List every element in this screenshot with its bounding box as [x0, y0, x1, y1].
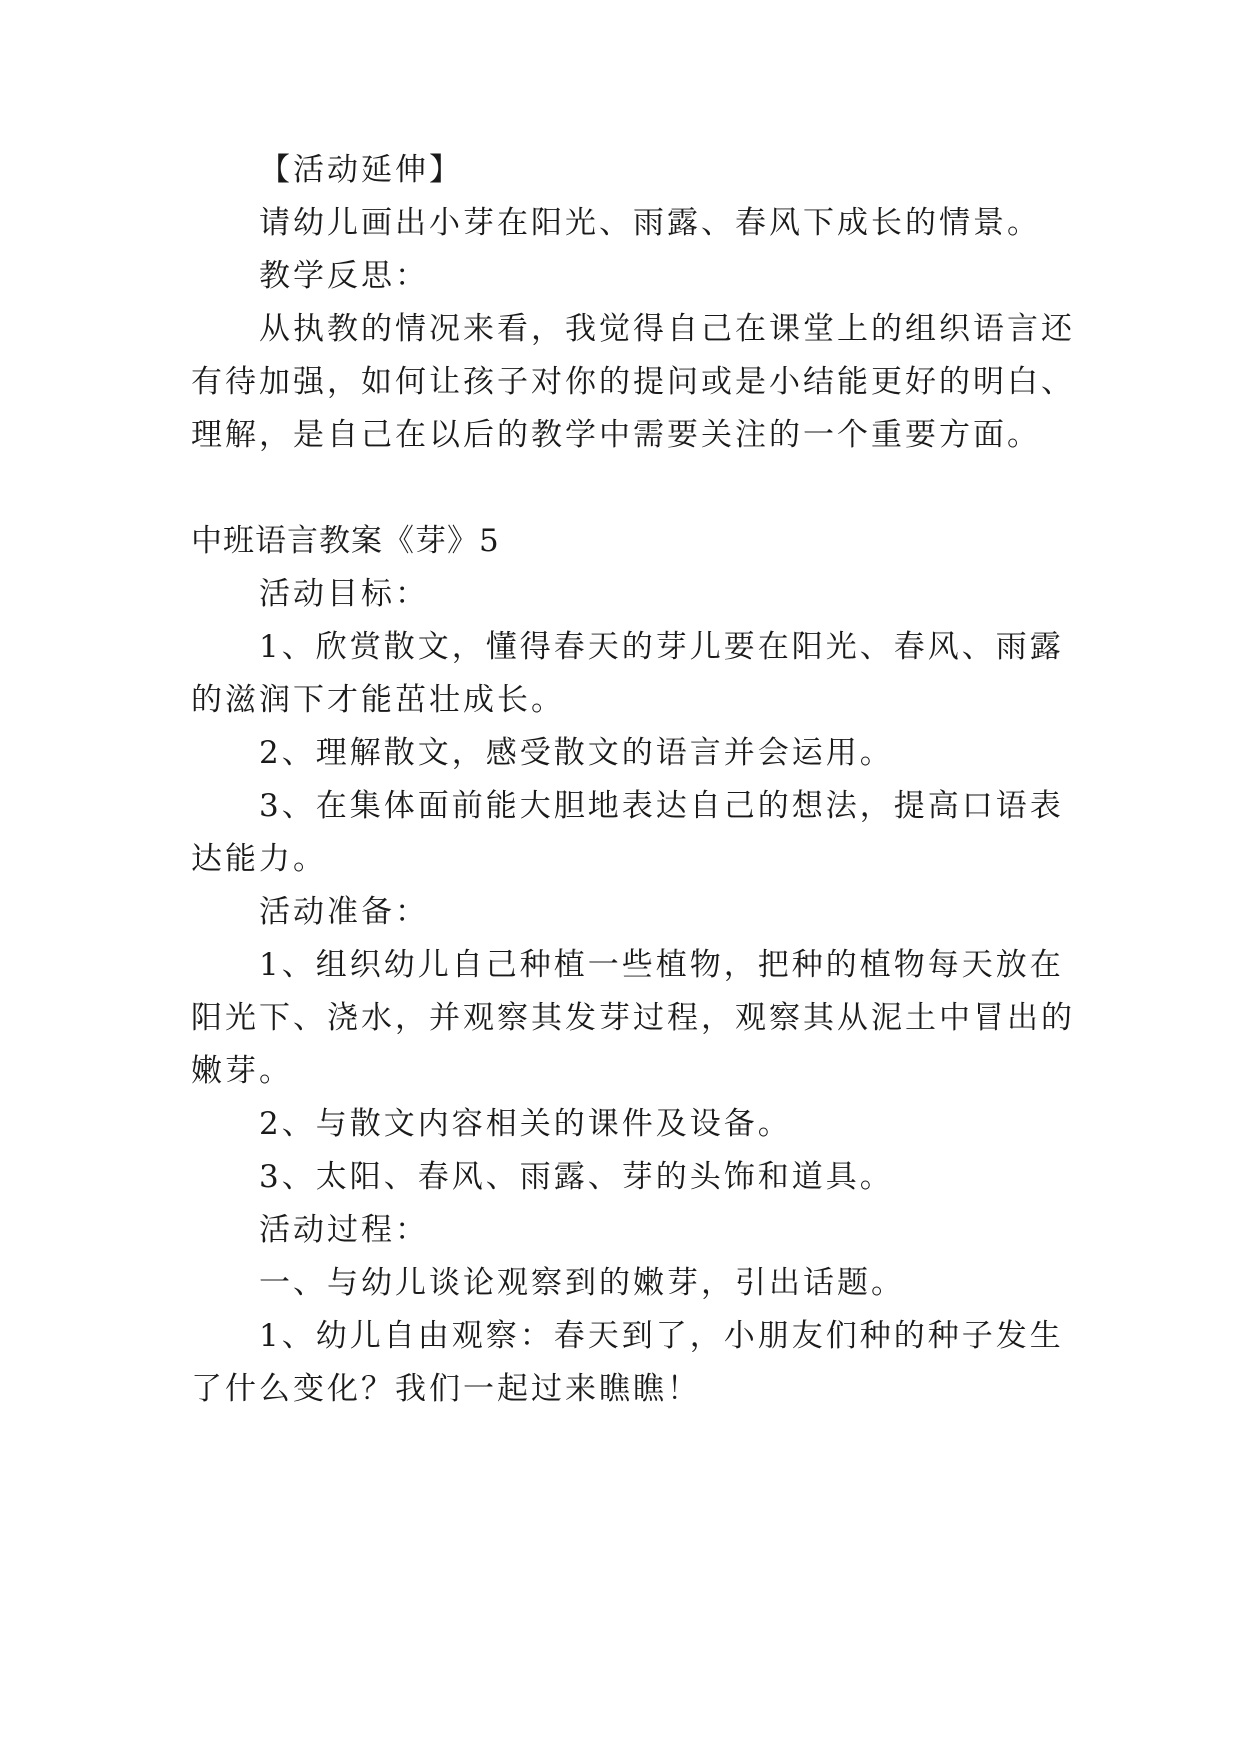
- goal-1-line-2: 的滋润下才能茁壮成长。: [191, 682, 565, 718]
- process-item-1-line-2: 了什么变化？我们一起过来瞧瞧！: [191, 1371, 701, 1407]
- prep-1-line-2: 阳光下、浇水，并观察其发芽过程，观察其从泥土中冒出的: [191, 1000, 1075, 1036]
- prep-1-line-3: 嫩芽。: [191, 1053, 293, 1089]
- extension-heading: 【活动延伸】: [259, 152, 463, 188]
- goals-heading: 活动目标：: [259, 576, 429, 612]
- reflection-line-1: 从执教的情况来看，我觉得自己在课堂上的组织语言还: [259, 311, 1075, 347]
- process-step-1: 一、与幼儿谈论观察到的嫩芽，引出话题。: [259, 1265, 905, 1301]
- prep-3: 3、太阳、春风、雨露、芽的头饰和道具。: [259, 1159, 894, 1195]
- process-item-1-line-1: 1、幼儿自由观察：春天到了，小朋友们种的种子发生: [259, 1318, 1064, 1354]
- goal-1-line-1: 1、欣赏散文，懂得春天的芽儿要在阳光、春风、雨露: [259, 629, 1064, 665]
- prep-heading: 活动准备：: [259, 894, 429, 930]
- process-heading: 活动过程：: [259, 1212, 429, 1248]
- lesson-title: 中班语言教案《芽》5: [191, 523, 500, 559]
- prep-1-line-1: 1、组织幼儿自己种植一些植物，把种的植物每天放在: [259, 947, 1064, 983]
- reflection-line-3: 理解，是自己在以后的教学中需要关注的一个重要方面。: [191, 417, 1041, 453]
- goal-3-line-1: 3、在集体面前能大胆地表达自己的想法，提高口语表: [259, 788, 1064, 824]
- reflection-line-2: 有待加强，如何让孩子对你的提问或是小结能更好的明白、: [191, 364, 1075, 400]
- reflection-heading: 教学反思：: [259, 258, 429, 294]
- extension-text: 请幼儿画出小芽在阳光、雨露、春风下成长的情景。: [259, 205, 1041, 241]
- goal-3-line-2: 达能力。: [191, 841, 327, 877]
- prep-2: 2、与散文内容相关的课件及设备。: [259, 1106, 792, 1142]
- goal-2: 2、理解散文，感受散文的语言并会运用。: [259, 735, 894, 771]
